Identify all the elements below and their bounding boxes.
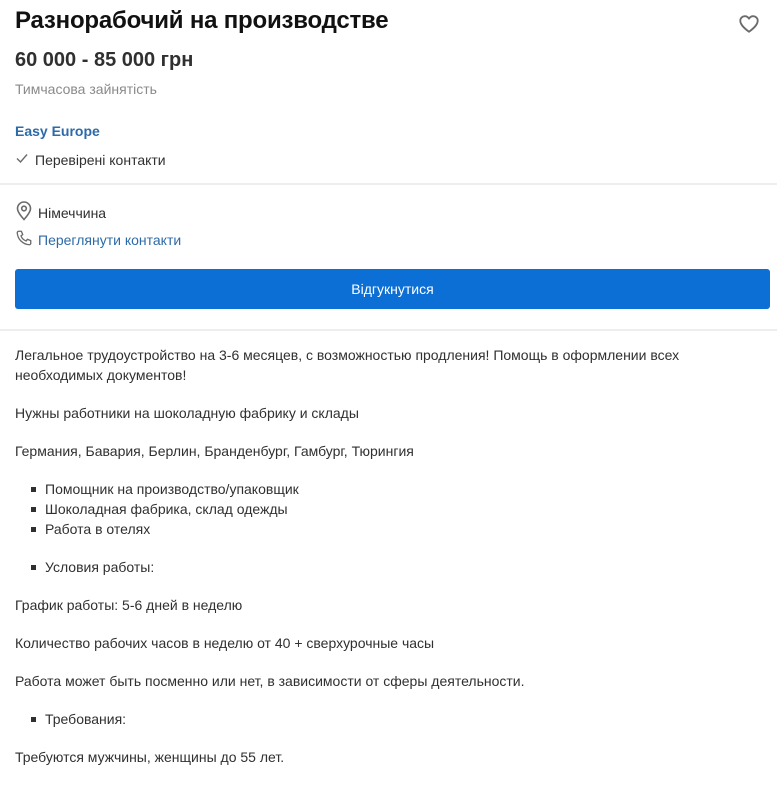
list-item: Условия работы: (31, 557, 760, 577)
phone-icon (15, 229, 38, 250)
salary: 60 000 - 85 000 грн (15, 49, 194, 71)
view-contacts-label[interactable]: Переглянути контакти (38, 231, 182, 248)
job-title: Разнорабочий на производстве (15, 7, 389, 34)
employment-type: Тимчасова зайнятість (15, 81, 157, 97)
list-item: Работа в отелях (31, 519, 760, 539)
conditions-list (31, 557, 760, 577)
favorite-heart-icon[interactable] (738, 13, 760, 35)
description-paragraph: Нужны работники на шоколадную фабрику и склады (15, 405, 359, 421)
positions-list (31, 479, 760, 539)
company-link[interactable]: Easy Europe (15, 123, 100, 139)
apply-button[interactable]: Відгукнутися (15, 269, 770, 309)
location-label: Німеччина (38, 204, 107, 221)
list-item: Шоколадная фабрика, склад одежды (31, 499, 760, 519)
job-description (15, 345, 760, 785)
requirements-list (31, 709, 760, 729)
description-paragraph: Количество рабочих часов в неделю от 40 + сверхурочные часы (15, 635, 435, 651)
verified-label: Перевірені контакти (35, 151, 166, 168)
check-icon (15, 151, 35, 168)
verified-contacts (15, 151, 166, 168)
list-item: Помощник на производство/упаковщик (31, 479, 760, 499)
description-paragraph: График работы: 5-6 дней в неделю (15, 597, 243, 613)
divider (0, 329, 777, 331)
view-contacts-link[interactable] (15, 229, 181, 250)
location (15, 201, 106, 224)
divider (0, 183, 777, 185)
list-item: Требования: (31, 709, 760, 729)
description-paragraph: Требуются мужчины, женщины до 55 лет. (15, 749, 285, 765)
description-paragraph: Легальное трудоустройство на 3-6 месяцев, с возможностью продления! Помощь в оформлении всех необходимых документов! (15, 347, 680, 383)
description-paragraph: Германия, Бавария, Берлин, Бранденбург, Гамбург, Тюрингия (15, 443, 414, 459)
description-paragraph: Работа может быть посменно или нет, в зависимости от сферы деятельности. (15, 673, 525, 689)
map-pin-icon (15, 201, 38, 224)
